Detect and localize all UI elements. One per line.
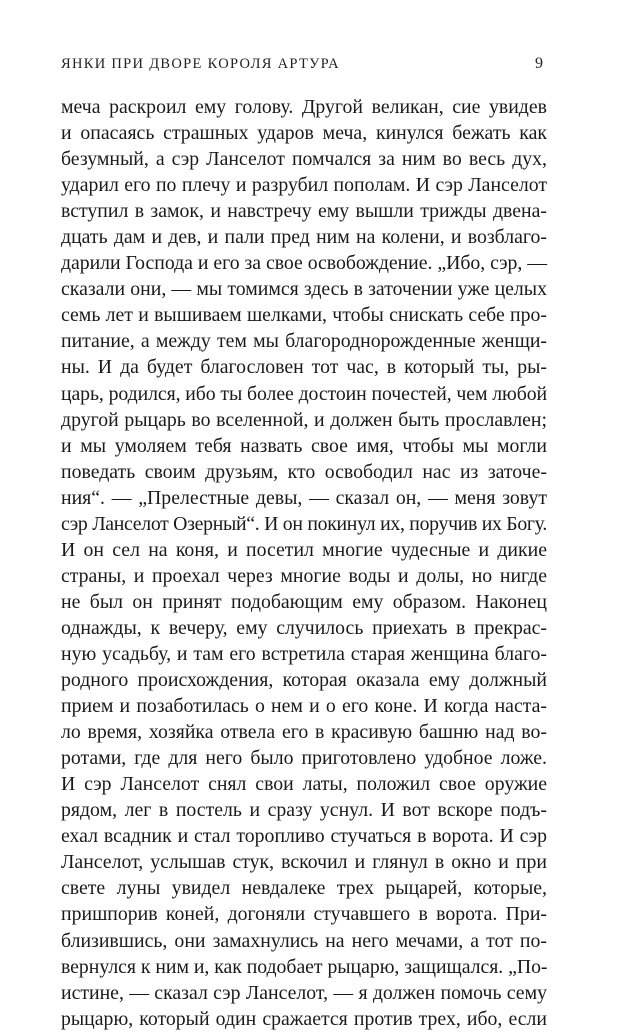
text-line: и опасаясь страшных ударов меча, кинулся бежать как	[61, 122, 547, 145]
text-line: близившись, они замахнулись на него мечами, а тот по-	[61, 929, 547, 952]
text-line: И он сел на коня, и посетил многие чудесные и дикие	[61, 538, 547, 561]
text-line: родного происхождения, которая оказала ему должный	[61, 669, 547, 692]
text-line: И сэр Ланселот снял свои латы, положил свое оружие	[61, 773, 547, 796]
text-line: сказали они, — мы томимся здесь в заточении уже целых	[61, 278, 547, 301]
text-line: пришпорив коней, догоняли стучавшего в ворота. При-	[61, 903, 547, 926]
text-line: вернулся к ним и, как подобает рыцарю, защищался. „По-	[61, 955, 548, 978]
text-line: меча раскроил ему голову. Другой великан, сие увидев	[61, 96, 547, 118]
text-line: дарили Господа и его за свое освобождение. „Ибо, сэр, —	[61, 252, 547, 275]
text-line: не был он принят подобающим ему образом. Наконец	[61, 590, 547, 613]
text-line: истине, — сказал сэр Ланселот, — я должен помочь сему	[61, 981, 547, 1004]
text-line: вступил в замок, и навстречу ему вышли трижды двена-	[61, 200, 547, 223]
text-line: рыцарю, который один сражается против трех, ибо, если	[61, 1007, 547, 1030]
text-line: питание, а между тем мы благороднорожденные женщи-	[61, 330, 547, 353]
page-number: 9	[535, 55, 543, 72]
text-line: ную усадьбу, и там его встретила старая женщина благо-	[61, 642, 547, 665]
text-line: ны. И да будет благословен тот час, в который ты, ры-	[61, 356, 547, 379]
body-text	[61, 94, 547, 1032]
text-line: дцать дам и дев, и пали пред ним на колени, и возблаго-	[61, 226, 547, 249]
text-line: свете луны увидел невдалеке трех рыцарей, которые,	[61, 877, 547, 900]
text-line: страны, и проехал через многие воды и долы, но нигде	[61, 564, 547, 587]
text-line: царь, родился, ибо ты более достоин почестей, чем любой	[61, 382, 547, 405]
text-line: безумный, а сэр Ланселот помчался за ним во весь дух,	[61, 148, 547, 171]
text-line: Ланселот, услышав стук, вскочил и глянул в окно и при	[61, 851, 547, 874]
text-line: другой рыцарь во вселенной, и должен быть прославлен;	[61, 408, 547, 431]
running-title: ЯНКИ ПРИ ДВОРЕ КОРОЛЯ АРТУРА	[61, 55, 340, 72]
text-line: ротами, где для него было приготовлено удобное ложе.	[61, 747, 547, 770]
text-line: семь лет и вышиваем шелками, чтобы снискать себе про-	[61, 304, 547, 327]
text-line: поведать своим друзьям, кто освободил нас из заточе-	[61, 460, 547, 483]
text-line: и мы умоляем тебя назвать свое имя, чтобы мы могли	[61, 434, 547, 457]
text-line: однажды, к вечеру, ему случилось приехать в прекрас-	[61, 616, 547, 639]
text-line: рядом, лег в постель и сразу уснул. И вот вскоре подъ-	[61, 799, 547, 822]
text-line: ло время, хозяйка отвела его в красивую башню над во-	[61, 721, 547, 744]
text-line: сэр Ланселот Озерный“. И он покинул их, поручив их Богу.	[61, 512, 547, 535]
running-head	[61, 50, 543, 78]
text-line: прием и позаботилась о нем и о его коне. И когда наста-	[61, 695, 547, 718]
text-line: ударил его по плечу и разрубил пополам. И сэр Ланселот	[61, 174, 547, 197]
text-line: ехал всадник и стал торопливо стучаться в ворота. И сэр	[61, 825, 547, 848]
text-line: ния“. — „Прелестные девы, — сказал он, — меня зовут	[61, 486, 547, 509]
